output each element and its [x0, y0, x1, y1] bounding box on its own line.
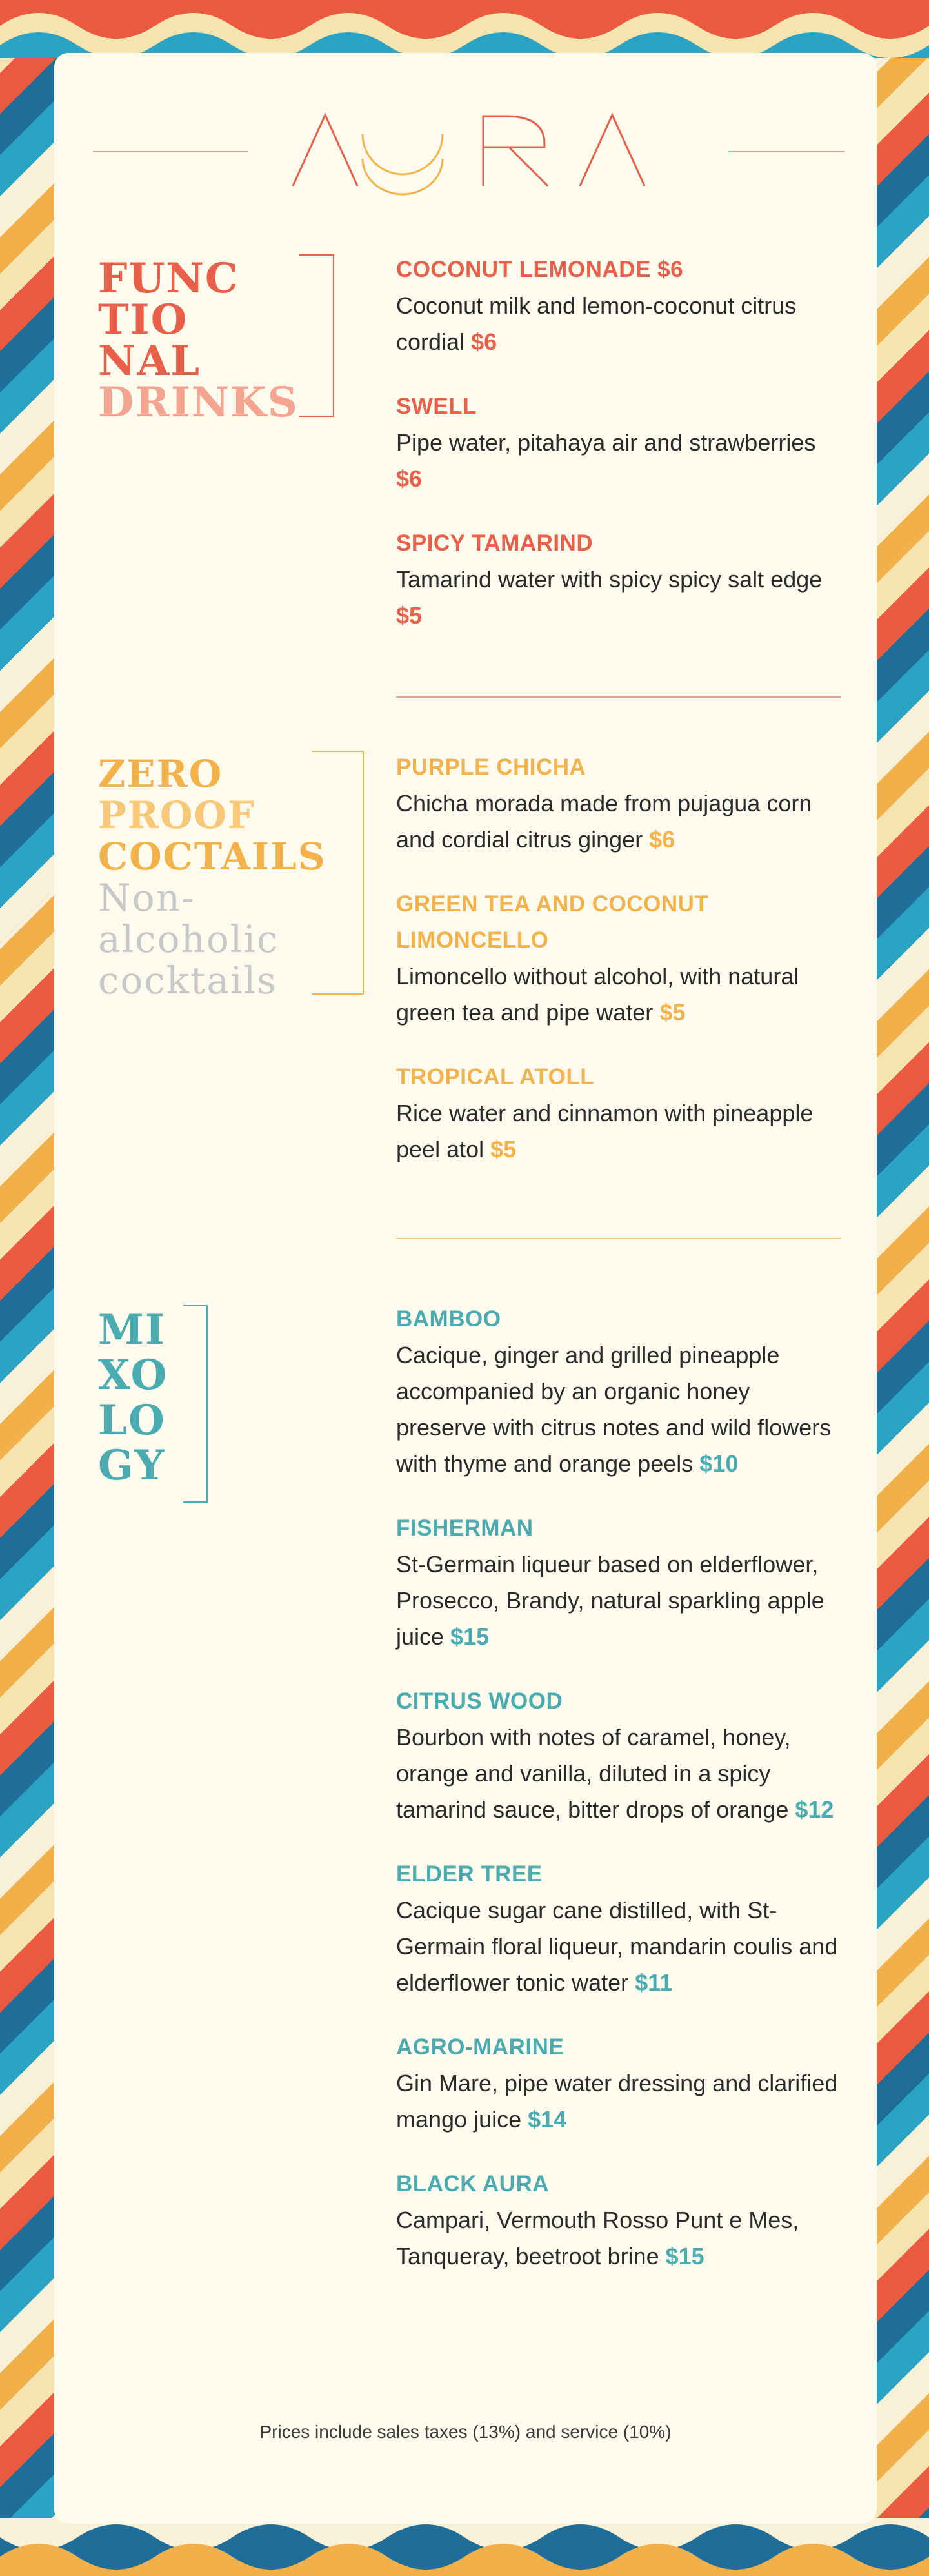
menu-item: [396, 525, 841, 634]
item-price: $6: [396, 465, 423, 492]
item-price: $5: [659, 999, 686, 1026]
menu-item: [396, 1856, 841, 2001]
item-description: Rice water and cinnamon with pineapple peel atol $5: [396, 1100, 814, 1162]
item-description: Pipe water, pitahaya air and strawberries $6: [396, 429, 816, 492]
item-description: Cacique, ginger and grilled pineapple accompanied by an organic honey preserve with citrus notes and wild flowers with thyme and orange peels $10: [396, 1342, 832, 1477]
menu-item: [396, 749, 841, 858]
item-description: St-Germain liqueur based on elderflower, Prosecco, Brandy, natural sparkling apple juice $15: [396, 1551, 824, 1650]
menu-item: [396, 2166, 841, 2275]
items-zero-proof: [396, 749, 841, 1196]
aura-logo: [54, 108, 877, 199]
section-divider: [396, 1238, 841, 1239]
bottom-wave-pattern: [0, 2518, 929, 2576]
item-name: GREEN TEA AND COCONUT LIMONCELLO: [396, 891, 709, 953]
menu-item: [396, 252, 841, 360]
item-price: $10: [699, 1450, 739, 1477]
section-title-mixology: MI XO LO GY: [98, 1306, 168, 1490]
item-price: $5: [396, 602, 423, 629]
item-description: Coconut milk and lemon-coconut citrus cordial $6: [396, 292, 797, 355]
item-description: Gin Mare, pipe water dressing and clarified mango juice $14: [396, 2070, 838, 2133]
section-divider: [396, 696, 841, 698]
item-name: BLACK AURA: [396, 2171, 550, 2196]
item-price: $6: [649, 826, 675, 853]
item-price: $11: [635, 1969, 673, 1996]
menu-item: [396, 1683, 841, 1828]
item-name: SWELL: [396, 394, 477, 419]
items-functional: [396, 252, 841, 662]
item-description: Tamarind water with spicy spicy salt edge $5: [396, 566, 823, 629]
section-bracket: [312, 751, 364, 995]
item-description: Chicha morada made from pujagua corn and cordial citrus ginger $6: [396, 790, 812, 853]
menu-item: [396, 1059, 841, 1168]
item-price: $12: [795, 1796, 834, 1823]
item-price: $15: [450, 1623, 490, 1650]
menu-panel: [54, 53, 877, 2524]
item-name: ELDER TREE: [396, 1861, 543, 1887]
section-bracket: [299, 254, 334, 417]
item-description: Bourbon with notes of caramel, honey, orange and vanilla, diluted in a spicy tamarind sauce, bitter drops of orange $12: [396, 1724, 834, 1823]
tax-note: Prices include sales taxes (13%) and service (10%): [259, 2422, 672, 2442]
item-price: $5: [490, 1136, 517, 1162]
menu-item: [396, 389, 841, 497]
item-description: Cacique sugar cane distilled, with St-Germain floral liqueur, mandarin coulis and elderflower tonic water $11: [396, 1897, 838, 1996]
item-name: BAMBOO: [396, 1306, 501, 1332]
item-name: AGRO-MARINE: [396, 2034, 564, 2060]
top-wave-pattern: [0, 0, 929, 58]
section-bracket: [183, 1305, 208, 1503]
item-description: Campari, Vermouth Rosso Punt e Mes, Tanqueray, beetroot brine $15: [396, 2207, 799, 2269]
item-name: FISHERMAN: [396, 1516, 534, 1541]
item-description: Limoncello without alcohol, with natural green tea and pipe water $5: [396, 963, 799, 1026]
section-title-zero-proof: ZERO PROOF COCTAILS Non- alcoholic cocktails: [98, 752, 326, 1002]
item-name: TROPICAL ATOLL: [396, 1064, 595, 1090]
items-mixology: [396, 1301, 841, 2303]
item-name: PURPLE CHICHA: [396, 755, 586, 780]
menu-item: [396, 1301, 841, 1482]
menu-item: [396, 2029, 841, 2138]
item-price: $15: [665, 2243, 704, 2269]
section-subtitle-non-alcoholic: Non- alcoholic cocktails: [98, 876, 279, 1002]
menu-item: [396, 886, 841, 1031]
item-name: COCONUT LEMONADE $6: [396, 257, 684, 282]
item-price: $6: [471, 329, 497, 355]
section-title-functional: FUNC TIO NAL DRINKS: [98, 254, 299, 427]
item-name: CITRUS WOOD: [396, 1689, 563, 1714]
item-name: SPICY TAMARIND: [396, 531, 594, 556]
item-price: $14: [528, 2106, 567, 2133]
menu-item: [396, 1510, 841, 1655]
